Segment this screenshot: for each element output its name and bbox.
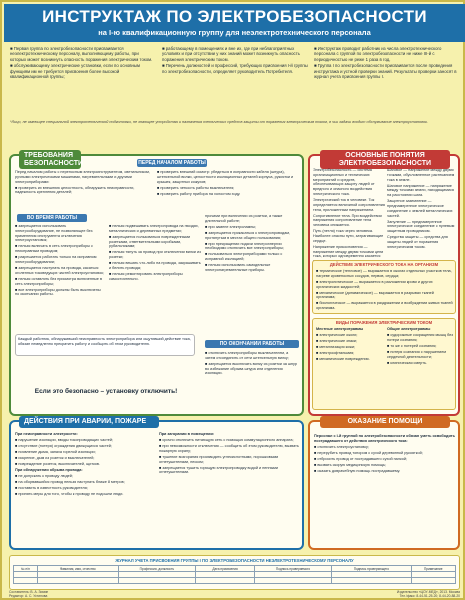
- table-header-cell: Подпись проверяемого: [254, 566, 331, 572]
- text-line: ■ на оборвавшийся провод нельзя наступать ближе 8 метров;: [15, 479, 125, 484]
- text-line: ■ нельзя подвешивать электропровода на гвоздях, металлических и деревянных предметах;: [109, 224, 199, 233]
- text-line: ■ принять меры для того, чтобы к проводу не подошли люди.: [15, 491, 124, 496]
- text-line: ■ проверить работу прибора на холостом ходу.: [157, 191, 241, 196]
- requirements-tag: ТРЕБОВАНИЯ БЕЗОПАСНОСТИ: [19, 150, 81, 169]
- journal-table: [13, 565, 456, 584]
- text-line: ■ повреждение розеток, выключателей, щитков.: [15, 461, 100, 466]
- text-line: ■ искрение, дым из розеток и выключателей;: [15, 455, 95, 460]
- emergency-col1: [15, 432, 155, 548]
- text-line: ■ электрические ожоги;: [316, 332, 358, 337]
- table-header-cell: Фамилия, имя, отчество: [38, 566, 119, 572]
- text-line: Напряжение прикосновения — напряжение между двумя точками цепи тока, которых одновременно касается: [313, 244, 384, 259]
- text-line: ■ проверить их внешнюю целостность, обнаружить неисправности, надежность крепления деталей;: [15, 185, 135, 195]
- intro-paragraph: ■ обслуживающему электрические установки, если по основным функциям им не требуется присвоения более высокой квалификационной группы;: [10, 63, 140, 80]
- text-line: ■ судорожные сокращения мышц без потери сознания;: [387, 332, 454, 342]
- text-line: ■ запрещается тушить горящую электропроводку водой и пенными огнетушителями.: [159, 465, 279, 475]
- text-line: ■ вызвать скорую медицинскую помощь;: [314, 462, 387, 467]
- emergency-subtitle: При загорании в помещении:: [159, 432, 215, 436]
- emergency-panel: [9, 420, 304, 550]
- text-line: Сопротивление тела. При воздействии напряжения сопротивление тела человека снижается.: [313, 213, 382, 228]
- table-header-cell: Примечание: [411, 566, 456, 572]
- local-injuries-title: Местные электротравмы: [316, 327, 364, 331]
- page-title: ИНСТРУКТАЖ ПО ЭЛЕКТРОБЕЗОПАСНОСТИ: [42, 7, 427, 26]
- footer: [9, 591, 460, 600]
- text-line: Зануление — преднамеренное электрическое соединение с нулевым защитным проводником.: [387, 219, 455, 234]
- before-work-title: ПЕРЕД НАЧАЛОМ РАБОТЫ: [138, 160, 206, 166]
- text-line: ■ отбросить провод от пострадавшего сухой палкой;: [314, 456, 407, 461]
- text-line: Средства защиты — средства для защиты людей от поражения электрическим током.: [387, 235, 448, 249]
- text-line: ■ нельзя использовать самодельные электронагревательные приборы.: [205, 263, 271, 272]
- text-line: ■ перерубить провод топором с сухой деревянной рукояткой;: [314, 450, 423, 455]
- emergency-subtitle: При обнаружении обрыва провода:: [15, 467, 83, 472]
- text-line: Тел./факс: 8-44-51-25-20; 8-44-20-88-20: [399, 593, 460, 598]
- text-line: ■ отключить электроустановку;: [314, 444, 369, 449]
- text-line: ■ электрические знаки;: [316, 338, 357, 343]
- table-cell: [332, 578, 411, 584]
- during-work-col2: [109, 224, 201, 332]
- table-cell: [254, 578, 331, 584]
- poster-header: [4, 4, 465, 42]
- text-line: ■ нельзя включать в сеть электроприборы с неисправным проводом;: [15, 244, 93, 254]
- text-line: Защитное заземление — преднамеренное электрическое соединение с землей металлических частей.: [387, 199, 453, 218]
- injury-types-title: ВИДЫ ПОРАЖЕНИЯ ЭЛЕКТРИЧЕСКИМ ТОКОМ: [335, 320, 433, 325]
- text-line: Издательство «ЦОУ-МЕД», 2013. Москва: [396, 590, 460, 594]
- text-line: ■ электролитическое — выражается в разложении крови и других органических жидкостей;: [316, 279, 433, 289]
- intro-paragraph: ■ Группа I по электробезопасности присваивается после проведения инструктажа и устной проверки знаний. Результаты проверки заносят в журнал учета присвоения группы I.: [314, 63, 457, 80]
- requirements-panel: [9, 154, 304, 416]
- text-line: ■ при замене электролампы;: [205, 224, 257, 229]
- text-line: Шаговое — напряжение между двумя точками, обусловленное растеканием тока в земле.: [387, 168, 455, 182]
- footnote: *Лицо, не имеющее специальной электротехнической подготовки, не знающее устройства и назначения технических средств защиты от поражения электрическим током, в чьи задачи входит обслуживание электроустановок.: [10, 120, 428, 124]
- emergency-col2: [159, 432, 299, 548]
- text-line: ■ разрешается работать только на исправном электрооборудовании;: [15, 255, 97, 264]
- before-work-col2: [157, 170, 299, 212]
- first-aid-tag: ОКАЗАНИЕ ПОМОЩИ: [320, 416, 450, 428]
- table-cell: [196, 578, 255, 584]
- text-line: ■ запрещается использовать электрооборудование, не позволяющее без применения инструмента отключения электроустановок;: [15, 224, 93, 243]
- text-line: ■ поставить в известность руководителя;: [15, 485, 88, 490]
- text-line: ■ тушение возгорания производить углекислотными, порошковыми огнетушителями, песком;: [159, 454, 279, 464]
- text-line: Перед началом работы с переносным электроинструментом, светильником, ручными электрическими машинами, нагревательными и другими электроприборами:: [15, 170, 150, 184]
- footer-credits: [9, 591, 48, 598]
- current-effects-box: [312, 260, 456, 314]
- current-effects-items: [316, 269, 454, 313]
- current-effects-title: ДЕЙСТВИЕ ЭЛЕКТРИЧЕСКОГО ТОКА НА ОРГАНИЗМ: [329, 262, 439, 267]
- text-line: Составитель: В. А. Зимин: [9, 590, 49, 594]
- concepts-tag: ОСНОВНЫЕ ПОНЯТИЯ ЭЛЕКТРОБЕЗОПАСНОСТИ: [320, 150, 450, 169]
- text-line: ■ не допускать к проводу людей;: [15, 473, 73, 478]
- text-line: ■ оказать доврачебную помощь пострадавшему.: [314, 468, 401, 473]
- concepts-col2: [387, 168, 457, 260]
- during-work-title: ВО ВРЕМЯ РАБОТЫ: [17, 214, 87, 222]
- text-line: ■ механическое (динамическое) — выражается в разрывах тканей организма;: [316, 290, 434, 300]
- table-row: [14, 578, 456, 584]
- page-subtitle: на I-ю квалификационную группу для неэлектротехнического персонала: [98, 28, 371, 37]
- text-line: ■ биологическое — выражается в раздражении и возбуждении живых тканей организма.: [316, 301, 453, 311]
- intro-paragraph: ■ Инструктаж проводит работник из числа электротехнического персонала с группой по электробезопасности не ниже III-й с периодичностью не реже 1 раза в год.: [314, 46, 442, 62]
- text-line: ■ нельзя ремонтировать электроприборы самостоятельно.: [109, 271, 183, 281]
- before-work-col1: [15, 170, 151, 212]
- table-header-cell: № п/п: [14, 566, 38, 572]
- intro-paragraph: ■ Перечень должностей и профессий, требующих присвоения I-й группы по электробезопасности, определяет руководитель Потребителя.: [162, 63, 308, 74]
- table-cell: [118, 578, 196, 584]
- text-line: ■ запрещается пользоваться поврежденными розетками, ответвительными коробками, рубильниками;: [109, 234, 191, 249]
- text-line: ■ нельзя оставлять без присмотра включенные в сеть электроприборы;: [15, 276, 102, 286]
- emergency-tag: ДЕЙСТВИЯ ПРИ АВАРИИ, ПОЖАРЕ: [19, 416, 159, 428]
- text-line: ■ отсутствие (потеря) ограждения движущихся частей;: [15, 443, 112, 448]
- intro-column-2: [162, 46, 308, 75]
- text-line: ■ запрещается наступать на провода, касаться оголенных токоведущих частей электроустановок;: [15, 265, 104, 275]
- text-line: ■ проверить четкость работы выключателя;: [157, 185, 235, 190]
- text-line: ■ появление дыма, запаха горелой изоляции;: [15, 449, 96, 454]
- intro-column-1: [10, 46, 156, 80]
- table-cell: [411, 578, 456, 584]
- text-line: прочими при включении из розетки, а также длительной работе;: [205, 214, 283, 223]
- text-line: Путь (петля) тока через человека. Наиболее опасны пути, затрагивающие сердце.: [313, 229, 384, 243]
- text-line: ■ термическое (тепловое) — выражается в ожогах отдельных участков тела, нагреве кровеносных сосудов, нервов, сердца;: [316, 269, 452, 278]
- text-line: ■ механические повреждения.: [316, 356, 370, 361]
- text-line: ■ запрещается прикасаться к электропроводам, протянутым в местах общего пользования;: [205, 230, 291, 240]
- text-line: ■ нельзя тянуть за провод при отключении вилки из розетки;: [109, 250, 201, 260]
- text-line: Электрический ток в человеке. Ток определяется величиной сопротивления тела, приложенным напряжением.: [313, 197, 385, 212]
- journal-title: ЖУРНАЛ УЧЕТА ПРИСВОЕНИЯ ГРУППЫ I ПО ЭЛЕКТРОБЕЗОПАСНОСТИ НЕЭЛЕКТРОТЕХНИЧЕСКОМУ ПЕРСОНАЛУ: [115, 558, 354, 563]
- text-line: Шаговое напряжение — напряжение между точками земли, находящимися на расстоянии шага.: [387, 183, 454, 198]
- table-cell: [14, 578, 38, 584]
- table-header-cell: Дата присвоения: [196, 566, 255, 572]
- text-line: Редактор: А. С. Устинова: [9, 593, 48, 598]
- warning-box: Каждый работник, обнаруживший неисправность электроприбора или ощутивший действие тока, обязан немедленно прекратить работу и сообщить об этом руководителю.: [15, 334, 195, 356]
- journal-table-box: [9, 555, 460, 590]
- table-header-cell: Профессия, должность: [118, 566, 196, 572]
- text-line: ■ нельзя вешать что-либо на провода, закрашивать и белить провода;: [109, 261, 201, 270]
- text-line: Электробезопасность — система организационных и технических мероприятий и средств, обеспечивающих защиту людей от вредного и опасного воздействия электрического тока.: [313, 168, 375, 196]
- after-work-title: ПО ОКОНЧАНИИ РАБОТЫ: [205, 340, 299, 348]
- concepts-col1: [313, 168, 385, 260]
- text-line: ■ срочно отключить питающую сеть с помощью коммутационного аппарата;: [159, 437, 294, 442]
- text-line: ■ при невозможности отключения — сообщить об этом руководителю, вызвать пожарную охрану;: [159, 443, 299, 453]
- intro-column-3: [314, 46, 460, 80]
- text-line: ■ запрещается выключать вилку из розетки за шнур во избежание обрыва шнура или отделения изоляции.: [205, 361, 297, 376]
- during-work-col3: [205, 214, 299, 332]
- safety-question: Если это безопасно – установку отключить!: [34, 388, 178, 395]
- text-line: ■ потеря сознания с нарушением сердечной деятельности;: [387, 349, 446, 359]
- text-line: ■ то же с потерей сознания;: [387, 343, 437, 348]
- text-line: ■ пользоваться электроприборами только с исправной изоляцией;: [205, 252, 283, 262]
- general-injuries: [387, 327, 455, 407]
- first-aid-items: [314, 434, 456, 548]
- local-injuries: [316, 327, 384, 407]
- table-header-cell: Подпись проверяющего: [332, 566, 411, 572]
- text-line: ■ проверить внешний осмотр: убедиться в исправности кабеля (шнура), штепсельной вилки, целостности изоляционных деталей корпуса, рукоятки и крышек, защитных кожухов;: [157, 170, 294, 184]
- text-line: ■ клиническая смерть.: [387, 360, 427, 365]
- general-injuries-title: Общие электротравмы: [387, 327, 431, 331]
- table-cell: [38, 578, 119, 584]
- injury-types-box: [312, 318, 456, 410]
- text-line: ■ все электроприборы должны быть выключены по окончании работы.: [15, 287, 101, 297]
- during-work-col1: [15, 224, 105, 332]
- text-line: Персонал с I-й группой по электробезопасности обязан уметь освободить пострадавшего от действия электрического тока:: [314, 434, 455, 443]
- intro-paragraph: ■ Первая группа по электробезопасности присваивается неэлектротехническому персоналу, выполняющему работы, при которых может возникнуть опасность поражения электрическим током.: [10, 46, 153, 62]
- text-line: ■ металлизация кожи;: [316, 344, 356, 349]
- after-work-items: [205, 351, 299, 411]
- text-line: ■ отключить электроприборы выключателем, а затем отсоединить от сети штепсельную вилку;: [205, 351, 289, 360]
- text-line: ■ электроофтальмия;: [316, 350, 355, 355]
- intro-paragraph: ■ работающему в помещениях и вне их, где при неблагоприятных условиях и при отсутствии у них знаний может возникнуть опасность поражения электрическим током.: [162, 46, 300, 62]
- text-line: ■ при прекращении подачи электроэнергии необходимо отключить все электроприборы;: [205, 241, 285, 251]
- text-line: ■ нарушение изоляции, вводы токопроводящих частей;: [15, 437, 114, 442]
- emergency-subtitle: При неисправности электросети:: [15, 432, 78, 436]
- footer-publisher: [397, 591, 460, 598]
- first-aid-panel: [308, 420, 460, 550]
